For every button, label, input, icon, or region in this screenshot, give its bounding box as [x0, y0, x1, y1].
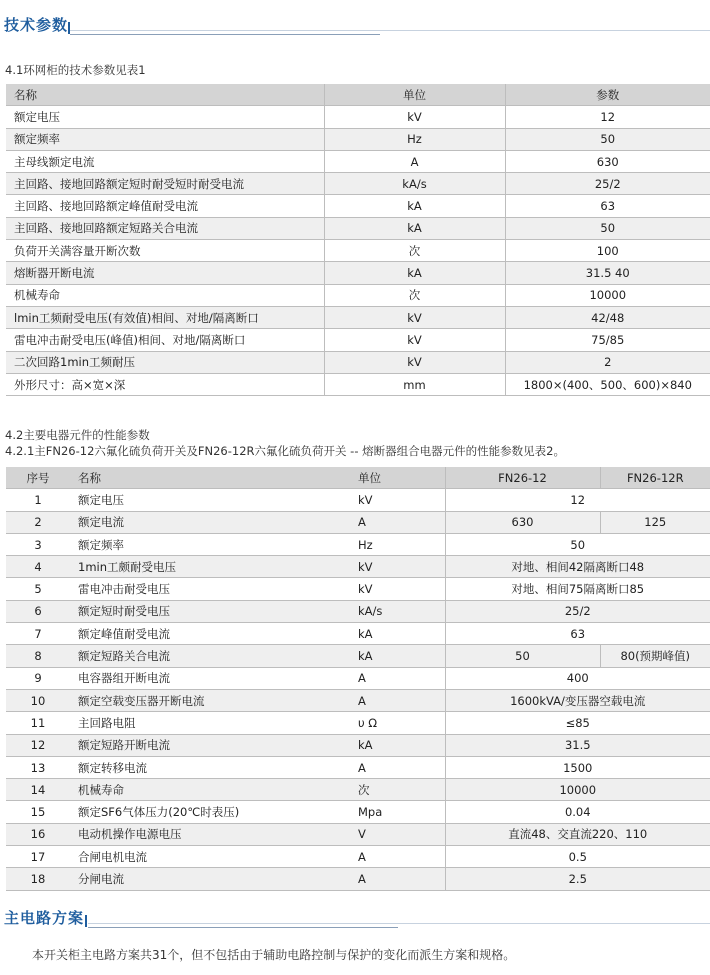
table2-cell-unit: V: [350, 823, 445, 845]
table2-cell-unit: kA/s: [350, 600, 445, 622]
table2-cell-unit: kA: [350, 645, 445, 667]
table1-cell-value: 100: [505, 240, 710, 262]
table2-cell-unit: Hz: [358, 537, 373, 552]
table-row: [6, 779, 710, 801]
table2-header-unit: 单位: [350, 467, 445, 489]
table1-cell-unit: kA/s: [324, 173, 505, 195]
table2-header-index: 序号: [6, 467, 70, 489]
table2-cell-index: 7: [34, 626, 42, 641]
table1-header-value: 参数: [505, 84, 710, 106]
table2-cell-shared-value: 1600kVA/变压器空载电流: [445, 689, 710, 711]
table1-cell-value: 31.5 40: [505, 262, 710, 284]
table2-cell-unit: A: [350, 689, 445, 711]
table2-cell-shared-value: 10000: [445, 779, 710, 801]
table-row: [6, 734, 710, 756]
table2-header-fn26-12r: FN26-12R: [600, 467, 710, 489]
table1-cell-value: 2: [505, 351, 710, 373]
table-row: [6, 623, 710, 645]
table2-component-params: [6, 467, 710, 891]
table-row: [6, 128, 710, 150]
section-title-rule: [88, 923, 710, 924]
table2-cell-name: 额定频率: [78, 537, 124, 552]
table2-cell-shared-value: 25/2: [445, 600, 710, 622]
table2-cell-name: 分闸电流: [70, 868, 350, 890]
table1-cell-value: 42/48: [505, 306, 710, 328]
table2-cell-shared-value: 400: [445, 667, 710, 689]
table2-cell-shared-value: 31.5: [445, 734, 710, 756]
table1-cell-unit: 次: [324, 284, 505, 306]
table1-cell-value: 12: [505, 106, 710, 128]
table2-cell-name: 主回路电阻: [78, 715, 136, 730]
table1-cell-name: 主回路、接地回路额定峰值耐受电流: [14, 199, 198, 214]
table1-header-unit: 单位: [324, 84, 505, 106]
table2-cell-name: 额定转移电流: [78, 760, 147, 775]
table2-cell-index: 18: [6, 868, 70, 890]
table2-cell-shared-value: 0.04: [445, 801, 710, 823]
table-row: [6, 262, 710, 284]
table2-cell-name: 额定电流: [70, 511, 350, 533]
table2-cell-unit: 次: [350, 779, 445, 801]
table1-cell-value: 50: [505, 217, 710, 239]
table-row: [6, 533, 710, 555]
table2-cell-shared-value: 直流48、交直流220、110: [445, 823, 710, 845]
table-row: [6, 195, 710, 217]
table1-cell-value: 25/2: [505, 173, 710, 195]
table2-cell-shared-value: ≤85: [445, 712, 710, 734]
table-row: [6, 712, 710, 734]
table2-cell-shared-value: 对地、相间42隔离断口48: [445, 556, 710, 578]
main-circuit-description: 本开关柜主电路方案共31个，但不包括由于辅助电路控制与保护的变化而派生方案和规格。: [32, 948, 516, 962]
table1-cell-unit: 次: [324, 240, 505, 262]
table-row: [6, 823, 710, 845]
table2-cell-name: 电动机操作电源电压: [70, 823, 350, 845]
table2-cell-name: 额定SF6气体压力(20℃时表压): [78, 805, 240, 820]
table2-cell-index: 17: [30, 849, 46, 864]
table2-cell-unit: kA: [350, 734, 445, 756]
table1-cell-value: 10000: [505, 284, 710, 306]
table-row: [6, 106, 710, 128]
table2-cell-fn26-12r: 80(预期峰值): [600, 645, 710, 667]
section-title-rule: [70, 30, 710, 31]
table1-cell-name: 额定频率: [6, 128, 324, 150]
table-row: [6, 868, 710, 890]
table-row: [6, 578, 710, 600]
table2-caption-2: 4.2.1主FN26-12六氟化硫负荷开关及FN26-12R六氟化硫负荷开关 -- 熔断器组合电器元件的性能参数见表2。: [5, 444, 565, 458]
section-title-tick: [68, 22, 70, 34]
table2-cell-name: 额定空载变压器开断电流: [70, 689, 350, 711]
table1-cell-name: 雷电冲击耐受电压(峰值)相间、对地/隔离断口: [14, 332, 246, 347]
table2-cell-unit: A: [350, 511, 445, 533]
table2-cell-unit: Mpa: [358, 805, 383, 820]
table1-cell-unit: kA: [324, 195, 505, 217]
table2-cell-index: 9: [34, 671, 42, 686]
table2-cell-unit: A: [358, 760, 366, 775]
table-row: [6, 173, 710, 195]
table1-cell-name: 主回路、接地回路额定短时耐受短时耐受电流: [6, 173, 324, 195]
table2-cell-index: 13: [30, 760, 46, 775]
table2-cell-shared-value: 1500: [445, 756, 710, 778]
table1-cell-unit: kA: [324, 262, 505, 284]
table2-cell-index: 11: [30, 715, 46, 730]
table-row: [6, 306, 710, 328]
table1-cell-unit: kA: [324, 217, 505, 239]
section-title-tech-params: 技术参数: [4, 16, 69, 34]
table1-cell-unit: Hz: [324, 128, 505, 150]
table-row: [6, 150, 710, 172]
table2-cell-unit: υ Ω: [358, 715, 378, 730]
section-title-tick: [85, 915, 87, 927]
table2-cell-unit: kV: [350, 556, 445, 578]
table2-cell-shared-value: 12: [445, 489, 710, 511]
section-title-underline: [70, 34, 380, 35]
table1-cell-unit: mm: [324, 373, 505, 395]
table2-cell-index: 4: [6, 556, 70, 578]
table1-cell-value: 630: [505, 150, 710, 172]
table2-cell-index: 8: [6, 645, 70, 667]
table2-cell-index: 6: [6, 600, 70, 622]
table1-cell-value: 75/85: [505, 329, 710, 351]
table1-cell-name: 二次回路1min工频耐压: [6, 351, 324, 373]
table2-cell-unit: A: [350, 868, 445, 890]
section-title-underline: [88, 927, 398, 928]
section-title-main-circuit: 主电路方案: [4, 909, 85, 927]
table2-cell-shared-value: 2.5: [445, 868, 710, 890]
table-row: [6, 645, 710, 667]
table2-cell-name: 额定短路开断电流: [70, 734, 350, 756]
table2-cell-fn26-12: 630: [445, 511, 600, 533]
table2-cell-index: 15: [30, 805, 46, 820]
table2-cell-name: 1min工颇耐受电压: [70, 556, 350, 578]
table2-cell-index: 5: [34, 582, 42, 597]
table2-cell-unit: kA: [358, 626, 373, 641]
table2-cell-unit: A: [358, 671, 366, 686]
table2-cell-index: 12: [6, 734, 70, 756]
table1-cell-name: 外形尺寸：高×宽×深: [14, 377, 126, 392]
table2-cell-fn26-12: 50: [445, 645, 600, 667]
table2-cell-name: 额定短路关合电流: [70, 645, 350, 667]
table-row: [6, 217, 710, 239]
table2-cell-unit: A: [358, 849, 366, 864]
table1-cell-name: 机械寿命: [14, 288, 60, 303]
table-row: [6, 511, 710, 533]
table2-cell-index: 16: [6, 823, 70, 845]
table-row: [6, 846, 710, 868]
table1-cell-unit: kV: [324, 329, 505, 351]
table-row: [6, 556, 710, 578]
table-row: [6, 489, 710, 511]
table2-cell-unit: kV: [358, 492, 373, 507]
table1-cell-name: 熔断器开断电流: [6, 262, 324, 284]
table1-cell-unit: kV: [324, 306, 505, 328]
table1-cell-unit: kV: [324, 351, 505, 373]
table1-header-name: 名称: [6, 84, 324, 106]
table2-cell-index: 1: [34, 492, 42, 507]
table1-tech-params: [6, 84, 710, 396]
table1-cell-name: 主回路、接地回路额定短路关合电流: [6, 217, 324, 239]
table1-cell-unit: kV: [324, 106, 505, 128]
table2-cell-name: 额定短时耐受电压: [70, 600, 350, 622]
table-row: [6, 373, 710, 395]
table-row: [6, 801, 710, 823]
table1-caption: 4.1环网柜的技术参数见表1: [5, 63, 146, 77]
table-row: [6, 284, 710, 306]
table2-cell-name: 雷电冲击耐受电压: [78, 582, 170, 597]
table2-cell-name: 额定峰值耐受电流: [78, 626, 170, 641]
table2-cell-shared-value: 50: [445, 533, 710, 555]
table-row: [6, 667, 710, 689]
table1-cell-name: 额定电压: [14, 109, 60, 124]
table1-cell-value: 50: [505, 128, 710, 150]
table-row: [6, 756, 710, 778]
table2-cell-index: 14: [6, 779, 70, 801]
table2-header-fn26-12: FN26-12: [445, 467, 600, 489]
table2-cell-index: 3: [34, 537, 42, 552]
table2-cell-shared-value: 0.5: [445, 846, 710, 868]
table-row: [6, 351, 710, 373]
table2-cell-unit: kV: [358, 582, 373, 597]
table-row: [6, 600, 710, 622]
table2-cell-name: 电容器组开断电流: [78, 671, 170, 686]
table2-cell-shared-value: 对地、相间75隔离断口85: [445, 578, 710, 600]
table-row: [6, 240, 710, 262]
table1-cell-value: 63: [505, 195, 710, 217]
table2-cell-name: 合闸电机电流: [78, 849, 147, 864]
table1-cell-unit: A: [324, 150, 505, 172]
table1-cell-name: 主母线额定电流: [14, 154, 95, 169]
table2-header-name: 名称: [70, 467, 350, 489]
table1-cell-name: lmin工频耐受电压(有效值)相间、对地/隔离断口: [6, 306, 324, 328]
table2-cell-index: 10: [6, 689, 70, 711]
table2-caption-1: 4.2主要电器元件的性能参数: [5, 428, 150, 442]
table2-cell-shared-value: 63: [445, 623, 710, 645]
table2-cell-name: 机械寿命: [70, 779, 350, 801]
table1-cell-name: 负荷开关满容量开断次数: [14, 243, 141, 258]
table-row: [6, 689, 710, 711]
table2-cell-index: 2: [6, 511, 70, 533]
table2-cell-name: 额定电压: [78, 492, 124, 507]
table2-cell-fn26-12r: 125: [600, 511, 710, 533]
table1-cell-value: 1800×(400、500、600)×840: [505, 373, 710, 395]
table-row: [6, 329, 710, 351]
